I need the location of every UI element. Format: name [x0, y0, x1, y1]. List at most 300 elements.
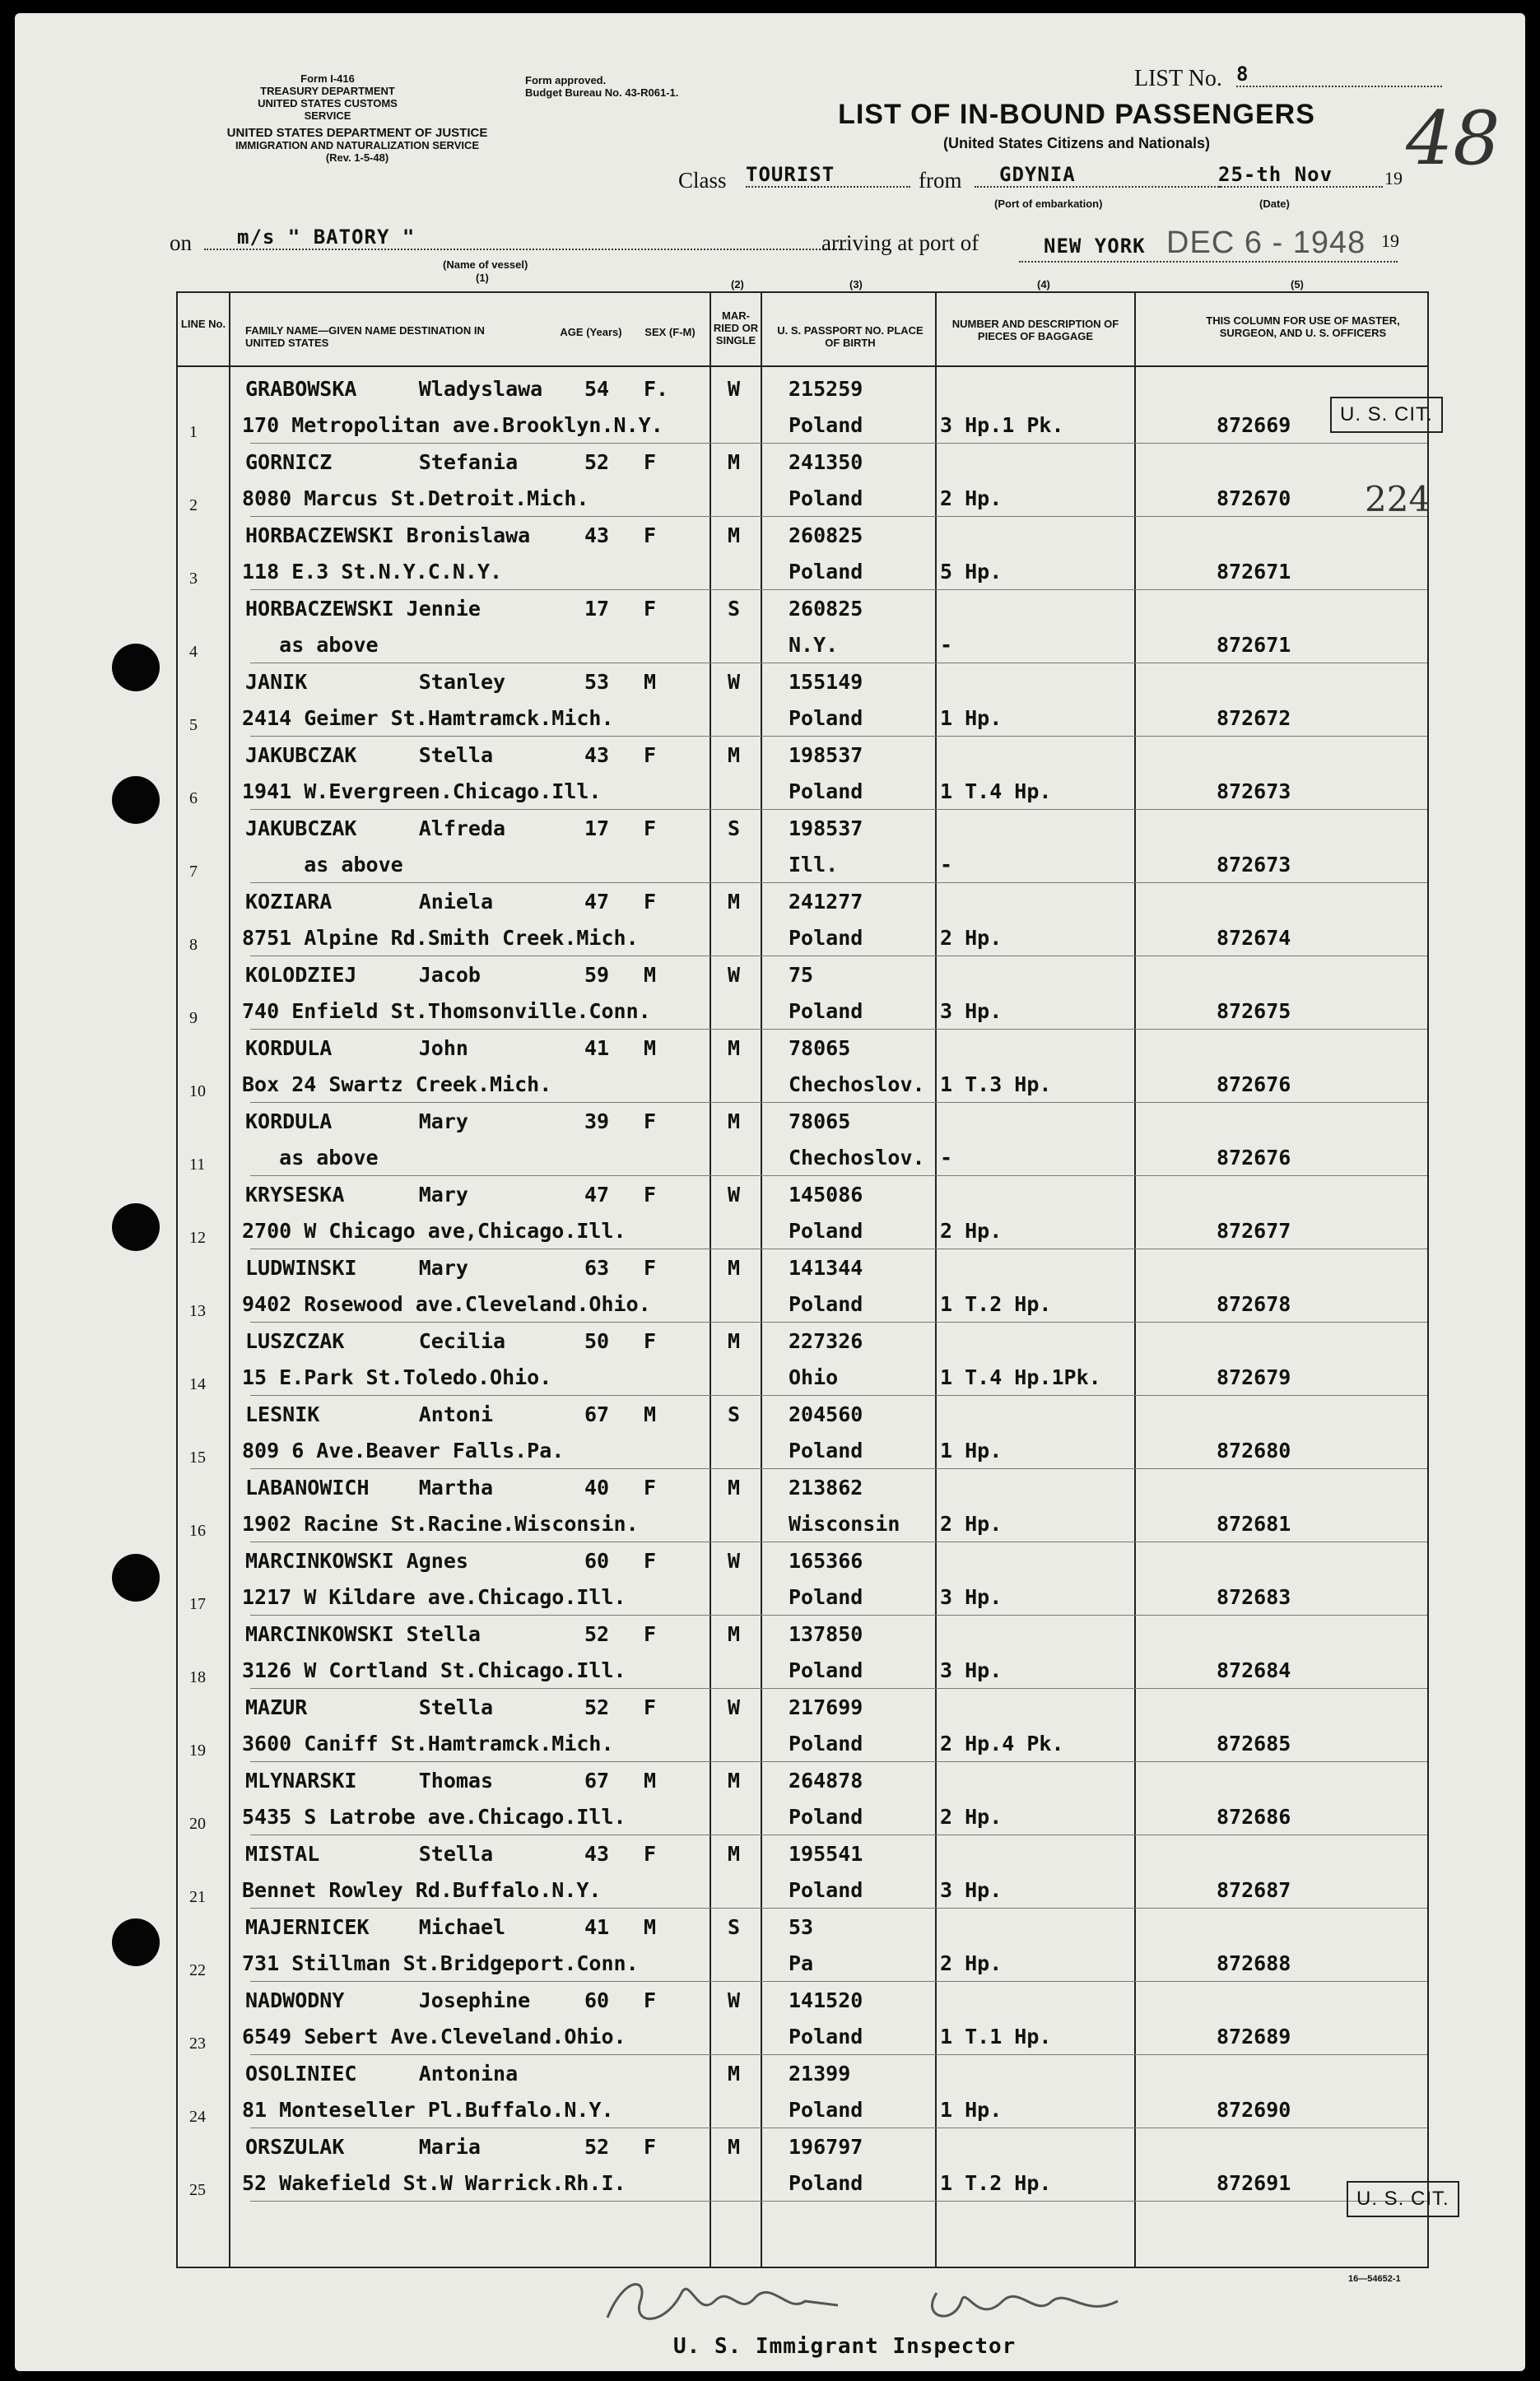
row-line-number: 5: [189, 716, 198, 734]
list-no-value: 8: [1236, 63, 1442, 87]
date-caption: (Date): [1259, 198, 1290, 210]
row-sex: F: [644, 1549, 657, 1573]
row-age: 43: [584, 743, 610, 767]
row-sex: F: [644, 1842, 657, 1866]
row-baggage: 2 Hp.: [940, 1219, 1003, 1243]
row-place-of-birth: Poland: [789, 2171, 863, 2195]
footer-code: 16—54652-1: [1348, 2274, 1401, 2284]
row-passport-no: 204560: [789, 1402, 863, 1426]
row-line-number: 6: [189, 789, 198, 807]
row-name: MAJERNICEK Michael: [245, 1915, 506, 1939]
row-sex: F: [644, 743, 657, 767]
row-line-number: 3: [189, 570, 198, 588]
row-baggage: -: [940, 633, 953, 657]
row-baggage: 3 Hp.: [940, 1585, 1003, 1609]
list-no-label: LIST No.: [1134, 66, 1222, 91]
customs-service: UNITED STATES CUSTOMS SERVICE: [258, 97, 398, 122]
row-destination: 1217 W Kildare ave.Chicago.Ill.: [242, 1585, 626, 1609]
row-passport-no: 260825: [789, 597, 863, 621]
row-marital-status: S: [728, 1915, 741, 1939]
header-line-no: LINE No.: [180, 318, 226, 330]
row-passport-no: 21399: [789, 2062, 851, 2086]
row-baggage: 3 Hp.1 Pk.: [940, 413, 1064, 437]
row-place-of-birth: Poland: [789, 486, 863, 510]
row-age: 50: [584, 1329, 610, 1353]
row-line-number: 19: [189, 1742, 206, 1760]
row-passport-no: 198537: [789, 743, 863, 767]
row-line-number: 2: [189, 496, 198, 514]
row-place-of-birth: Ohio: [789, 1365, 839, 1389]
row-name: KORDULA Mary: [245, 1109, 468, 1133]
row-line-number: 4: [189, 643, 198, 661]
row-passport-no: 241350: [789, 450, 863, 474]
row-destination: 118 E.3 St.N.Y.C.N.Y.: [242, 560, 503, 584]
row-destination: 731 Stillman St.Bridgeport.Conn.: [242, 1951, 639, 1975]
row-place-of-birth: Pa: [789, 1951, 814, 1975]
row-line-number: 15: [189, 1449, 206, 1467]
row-officer-code: 872674: [1217, 926, 1291, 950]
row-passport-no: 264878: [789, 1769, 863, 1793]
row-separator: [250, 2201, 1427, 2202]
row-destination: 170 Metropolitan ave.Brooklyn.N.Y.: [242, 413, 663, 437]
row-name: ORSZULAK Maria: [245, 2135, 481, 2159]
table-row: [15, 810, 1525, 883]
row-place-of-birth: Poland: [789, 1292, 863, 1316]
row-name: MARCINKOWSKI Agnes: [245, 1549, 468, 1573]
date-value: 25-th Nov: [1218, 163, 1383, 188]
row-marital-status: M: [728, 2135, 741, 2159]
row-officer-code: 872691: [1217, 2171, 1291, 2195]
row-place-of-birth: Poland: [789, 1658, 863, 1682]
table-row: [15, 1469, 1525, 1542]
row-age: 52: [584, 1622, 610, 1646]
class-label: Class: [678, 168, 727, 193]
row-age: 52: [584, 2135, 610, 2159]
table-row: [15, 1762, 1525, 1835]
on-label: on: [170, 230, 192, 255]
row-passport-no: 145086: [789, 1183, 863, 1207]
row-destination: 1902 Racine St.Racine.Wisconsin.: [242, 1512, 639, 1536]
row-passport-no: 141344: [789, 1256, 863, 1280]
row-passport-no: 196797: [789, 2135, 863, 2159]
row-marital-status: M: [728, 1329, 741, 1353]
row-destination: 9402 Rosewood ave.Cleveland.Ohio.: [242, 1292, 651, 1316]
row-name: MAZUR Stella: [245, 1695, 494, 1719]
row-destination: as above: [242, 633, 379, 657]
row-age: 63: [584, 1256, 610, 1280]
form-header-treasury: [237, 72, 418, 122]
row-marital-status: W: [728, 377, 741, 401]
row-passport-no: 165366: [789, 1549, 863, 1573]
row-age: 67: [584, 1402, 610, 1426]
table-row: [15, 883, 1525, 956]
justice-dept: UNITED STATES DEPARTMENT OF JUSTICE: [226, 126, 488, 140]
row-name: KORDULA John: [245, 1036, 468, 1060]
row-age: 39: [584, 1109, 610, 1133]
row-passport-no: 53: [789, 1915, 814, 1939]
table-row: [15, 956, 1525, 1030]
row-sex: F: [644, 1183, 657, 1207]
row-baggage: 1 T.3 Hp.: [940, 1072, 1052, 1096]
header-passport: U. S. PASSPORT NO. PLACE OF BIRTH: [777, 324, 924, 349]
row-marital-status: W: [728, 1549, 741, 1573]
row-officer-code: 872690: [1217, 2098, 1291, 2122]
header-married: MAR-RIED OR SINGLE: [713, 309, 759, 346]
manifest-subtitle: (United States Citizens and Nationals): [942, 135, 1211, 151]
port-caption: (Port of embarkation): [994, 198, 1103, 210]
row-line-number: 23: [189, 2035, 206, 2053]
table-row: [15, 2055, 1525, 2128]
arrival-date-stamp: DEC 6 - 1948: [1166, 226, 1366, 260]
col-num-2: (2): [731, 278, 744, 291]
row-passport-no: 241277: [789, 890, 863, 914]
row-age: 17: [584, 597, 610, 621]
row-officer-code: 872670: [1217, 486, 1291, 510]
row-name: OSOLINIEC Antonina: [245, 2062, 519, 2086]
row-name: JANIK Stanley: [245, 670, 506, 694]
row-place-of-birth: Poland: [789, 413, 863, 437]
vessel-name: m/s " BATORY ": [204, 226, 846, 250]
row-sex: F: [644, 1622, 657, 1646]
row-officer-code: 872685: [1217, 1732, 1291, 1756]
form-header-justice: [168, 127, 547, 164]
revision: (Rev. 1-5-48): [325, 151, 389, 164]
row-age: 67: [584, 1769, 610, 1793]
row-destination: 15 E.Park St.Toledo.Ohio.: [242, 1365, 552, 1389]
header-age: AGE (Years): [560, 326, 622, 338]
row-passport-no: 78065: [789, 1036, 851, 1060]
table-row: [15, 1689, 1525, 1762]
row-marital-status: M: [728, 743, 741, 767]
row-officer-code: 872673: [1217, 853, 1291, 877]
row-destination: 3126 W Cortland St.Chicago.Ill.: [242, 1658, 626, 1682]
table-row: [15, 1982, 1525, 2055]
form-approval: [525, 74, 678, 99]
row-baggage: 3 Hp.: [940, 999, 1003, 1023]
row-marital-status: S: [728, 597, 741, 621]
table-row: [15, 590, 1525, 663]
row-place-of-birth: N.Y.: [789, 633, 839, 657]
row-age: 47: [584, 1183, 610, 1207]
row-age: 60: [584, 1988, 610, 2012]
row-name: KOZIARA Aniela: [245, 890, 494, 914]
row-officer-code: 872684: [1217, 1658, 1291, 1682]
row-destination: 5435 S Latrobe ave.Chicago.Ill.: [242, 1805, 626, 1829]
row-officer-code: 872671: [1217, 633, 1291, 657]
row-line-number: 20: [189, 1815, 206, 1833]
inspector-signature: [591, 2268, 1151, 2342]
row-officer-code: 872677: [1217, 1219, 1291, 1243]
row-marital-status: W: [728, 1695, 741, 1719]
year-prefix: 19: [1384, 168, 1403, 188]
form-approved: Form approved.: [525, 74, 607, 86]
col-num-1: (1): [476, 272, 489, 284]
row-name: MLYNARSKI Thomas: [245, 1769, 494, 1793]
row-officer-code: 872678: [1217, 1292, 1291, 1316]
row-sex: M: [644, 1402, 657, 1426]
row-officer-code: 872675: [1217, 999, 1291, 1023]
row-officer-code: 872683: [1217, 1585, 1291, 1609]
year-suffix: 19: [1381, 230, 1399, 251]
row-baggage: 2 Hp.4 Pk.: [940, 1732, 1064, 1756]
row-age: 40: [584, 1476, 610, 1500]
row-baggage: 1 T.4 Hp.: [940, 779, 1052, 803]
treasury-dept: TREASURY DEPARTMENT: [260, 85, 395, 97]
row-sex: M: [644, 963, 657, 987]
row-sex: M: [644, 1036, 657, 1060]
arrival-port: [1019, 226, 1398, 263]
row-baggage: 2 Hp.: [940, 486, 1003, 510]
row-baggage: 1 T.4 Hp.1Pk.: [940, 1365, 1101, 1389]
row-officer-code: 872669: [1217, 413, 1291, 437]
header-officers: THIS COLUMN FOR USE OF MASTER, SURGEON, AND U. S. OFFICERS: [1206, 314, 1400, 339]
header-name: FAMILY NAME—GIVEN NAME DESTINATION IN UNITED STATES: [245, 324, 485, 349]
row-marital-status: M: [728, 1769, 741, 1793]
row-age: 53: [584, 670, 610, 694]
row-line-number: 14: [189, 1375, 206, 1393]
row-age: 41: [584, 1036, 610, 1060]
ins-service: IMMIGRATION AND NATURALIZATION SERVICE: [235, 139, 480, 151]
row-marital-status: W: [728, 1988, 741, 2012]
row-line-number: 8: [189, 936, 198, 954]
row-name: HORBACZEWSKI Jennie: [245, 597, 481, 621]
row-place-of-birth: Poland: [789, 2098, 863, 2122]
row-baggage: 1 Hp.: [940, 1439, 1003, 1463]
budget-bureau: Budget Bureau No. 43-R061-1.: [525, 86, 679, 99]
row-place-of-birth: Poland: [789, 1878, 863, 1902]
row-sex: M: [644, 1915, 657, 1939]
row-destination: 3600 Caniff St.Hamtramck.Mich.: [242, 1732, 614, 1756]
form-number: Form I-416: [300, 72, 355, 85]
row-destination: as above: [242, 1146, 379, 1170]
table-top-border: [176, 291, 1427, 293]
row-sex: F: [644, 597, 657, 621]
row-marital-status: M: [728, 1476, 741, 1500]
row-line-number: 18: [189, 1668, 206, 1686]
row-line-number: 12: [189, 1229, 206, 1247]
row-baggage: 3 Hp.: [940, 1658, 1003, 1682]
row-destination: 809 6 Ave.Beaver Falls.Pa.: [242, 1439, 565, 1463]
row-marital-status: M: [728, 1842, 741, 1866]
row-officer-code: 872671: [1217, 560, 1291, 584]
row-destination: 2414 Geimer St.Hamtramck.Mich.: [242, 706, 614, 730]
row-name: JAKUBCZAK Stella: [245, 743, 494, 767]
row-baggage: 5 Hp.: [940, 560, 1003, 584]
row-baggage: 2 Hp.: [940, 1805, 1003, 1829]
row-line-number: 13: [189, 1302, 206, 1320]
row-baggage: -: [940, 1146, 953, 1170]
row-officer-code: 872688: [1217, 1951, 1291, 1975]
row-place-of-birth: Poland: [789, 779, 863, 803]
row-passport-no: 260825: [789, 523, 863, 547]
us-citizen-stamp: U. S. CIT.: [1347, 2181, 1459, 2217]
row-line-number: 25: [189, 2181, 206, 2199]
row-place-of-birth: Ill.: [789, 853, 839, 877]
row-baggage: 1 T.2 Hp.: [940, 1292, 1052, 1316]
row-officer-code: 872676: [1217, 1072, 1291, 1096]
row-line-number: 21: [189, 1888, 206, 1906]
row-place-of-birth: Wisconsin: [789, 1512, 900, 1536]
row-passport-no: 155149: [789, 670, 863, 694]
row-place-of-birth: Chechoslov.: [789, 1146, 925, 1170]
row-sex: F: [644, 1695, 657, 1719]
row-destination: as above: [242, 853, 403, 877]
row-name: NADWODNY Josephine: [245, 1988, 531, 2012]
row-baggage: 2 Hp.: [940, 1512, 1003, 1536]
row-marital-status: M: [728, 1036, 741, 1060]
row-place-of-birth: Poland: [789, 1732, 863, 1756]
table-row: [15, 1323, 1525, 1396]
col-num-4: (4): [1037, 278, 1050, 291]
row-line-number: 11: [189, 1156, 206, 1174]
row-sex: F.: [644, 377, 669, 401]
row-sex: F: [644, 1476, 657, 1500]
row-marital-status: S: [728, 1402, 741, 1426]
table-row: [15, 1542, 1525, 1616]
row-marital-status: M: [728, 1109, 741, 1133]
row-passport-no: 217699: [789, 1695, 863, 1719]
table-row: [15, 1176, 1525, 1249]
row-line-number: 1: [189, 423, 198, 441]
arriving-label: arriving at port of: [821, 230, 979, 255]
col-num-3: (3): [849, 278, 863, 291]
row-name: KRYSESKA Mary: [245, 1183, 468, 1207]
row-sex: M: [644, 670, 657, 694]
table-row: [15, 1103, 1525, 1176]
row-name: LUSZCZAK Cecilia: [245, 1329, 506, 1353]
arrival-port-text: NEW YORK: [1044, 235, 1146, 258]
row-name: KOLODZIEJ Jacob: [245, 963, 481, 987]
row-officer-code: 872681: [1217, 1512, 1291, 1536]
row-place-of-birth: Poland: [789, 999, 863, 1023]
row-baggage: 1 T.2 Hp.: [940, 2171, 1052, 2195]
row-marital-status: M: [728, 523, 741, 547]
row-baggage: 1 Hp.: [940, 706, 1003, 730]
vessel-caption: (Name of vessel): [443, 258, 528, 271]
table-row: [15, 1835, 1525, 1909]
row-marital-status: W: [728, 670, 741, 694]
row-officer-code: 872687: [1217, 1878, 1291, 1902]
row-name: MISTAL Stella: [245, 1842, 494, 1866]
row-age: 54: [584, 377, 610, 401]
row-marital-status: M: [728, 450, 741, 474]
row-destination: 52 Wakefield St.W Warrick.Rh.I.: [242, 2171, 626, 2195]
row-line-number: 7: [189, 863, 198, 881]
row-marital-status: M: [728, 1256, 741, 1280]
handwritten-48: 48: [1406, 95, 1500, 182]
row-officer-code: 872680: [1217, 1439, 1291, 1463]
row-baggage: -: [940, 853, 953, 877]
row-destination: 8751 Alpine Rd.Smith Creek.Mich.: [242, 926, 639, 950]
row-name: LESNIK Antoni: [245, 1402, 494, 1426]
row-marital-status: M: [728, 2062, 741, 2086]
row-destination: 2700 W Chicago ave,Chicago.Ill.: [242, 1219, 626, 1243]
row-sex: F: [644, 1329, 657, 1353]
table-row: [15, 1030, 1525, 1103]
row-passport-no: 215259: [789, 377, 863, 401]
row-officer-code: 872679: [1217, 1365, 1291, 1389]
row-place-of-birth: Chechoslov.: [789, 1072, 925, 1096]
col-num-5: (5): [1291, 278, 1304, 291]
row-place-of-birth: Poland: [789, 706, 863, 730]
row-age: 59: [584, 963, 610, 987]
row-place-of-birth: Poland: [789, 1439, 863, 1463]
from-label: from: [919, 168, 962, 193]
row-line-number: 22: [189, 1961, 206, 1979]
us-citizen-stamp: U. S. CIT.: [1330, 397, 1443, 433]
row-baggage: 1 Hp.: [940, 2098, 1003, 2122]
header-baggage: NUMBER AND DESCRIPTION OF PIECES OF BAGGAGE: [951, 318, 1119, 342]
row-passport-no: 195541: [789, 1842, 863, 1866]
row-marital-status: W: [728, 1183, 741, 1207]
row-line-number: 16: [189, 1522, 206, 1540]
row-place-of-birth: Poland: [789, 1219, 863, 1243]
row-place-of-birth: Poland: [789, 1805, 863, 1829]
row-place-of-birth: Poland: [789, 926, 863, 950]
row-destination: Box 24 Swartz Creek.Mich.: [242, 1072, 552, 1096]
row-sex: F: [644, 816, 657, 840]
header-sex: SEX (F-M): [644, 326, 696, 338]
row-marital-status: W: [728, 963, 741, 987]
table-row: [15, 1616, 1525, 1689]
row-line-number: 17: [189, 1595, 206, 1613]
row-baggage: 3 Hp.: [940, 1878, 1003, 1902]
row-destination: 81 Monteseller Pl.Buffalo.N.Y.: [242, 2098, 614, 2122]
row-passport-no: 213862: [789, 1476, 863, 1500]
row-officer-code: 872673: [1217, 779, 1291, 803]
row-age: 17: [584, 816, 610, 840]
row-place-of-birth: Poland: [789, 560, 863, 584]
row-name: LABANOWICH Martha: [245, 1476, 494, 1500]
row-officer-code: 872676: [1217, 1146, 1291, 1170]
table-row: [15, 2128, 1525, 2202]
row-destination: 1941 W.Evergreen.Chicago.Ill.: [242, 779, 602, 803]
row-name: MARCINKOWSKI Stella: [245, 1622, 481, 1646]
row-destination: 740 Enfield St.Thomsonville.Conn.: [242, 999, 651, 1023]
row-officer-code: 872689: [1217, 2025, 1291, 2048]
row-baggage: 2 Hp.: [940, 1951, 1003, 1975]
table-row: [15, 663, 1525, 737]
port-of-embarkation: GDYNIA: [975, 163, 1221, 188]
row-line-number: 24: [189, 2108, 206, 2126]
row-age: 47: [584, 890, 610, 914]
table-row: [15, 1249, 1525, 1323]
row-officer-code: 872686: [1217, 1805, 1291, 1829]
table-row: [15, 444, 1525, 517]
row-place-of-birth: Poland: [789, 2025, 863, 2048]
row-age: 43: [584, 1842, 610, 1866]
row-destination: Bennet Rowley Rd.Buffalo.N.Y.: [242, 1878, 602, 1902]
row-sex: F: [644, 1256, 657, 1280]
handwritten-224: 224: [1365, 479, 1431, 519]
row-name: GRABOWSKA Wladyslawa: [245, 377, 543, 401]
table-row: [15, 1909, 1525, 1982]
table-row: [15, 1396, 1525, 1469]
manifest-page: [15, 13, 1525, 2371]
class-value: TOURIST: [746, 163, 910, 188]
row-destination: 6549 Sebert Ave.Cleveland.Ohio.: [242, 2025, 626, 2048]
row-age: 52: [584, 1695, 610, 1719]
row-sex: F: [644, 523, 657, 547]
table-row: [15, 370, 1525, 444]
row-passport-no: 137850: [789, 1622, 863, 1646]
row-officer-code: 872672: [1217, 706, 1291, 730]
table-header-border: [176, 365, 1427, 367]
row-line-number: 9: [189, 1009, 198, 1027]
row-place-of-birth: Poland: [789, 1585, 863, 1609]
table-row: [15, 737, 1525, 810]
row-sex: F: [644, 1988, 657, 2012]
